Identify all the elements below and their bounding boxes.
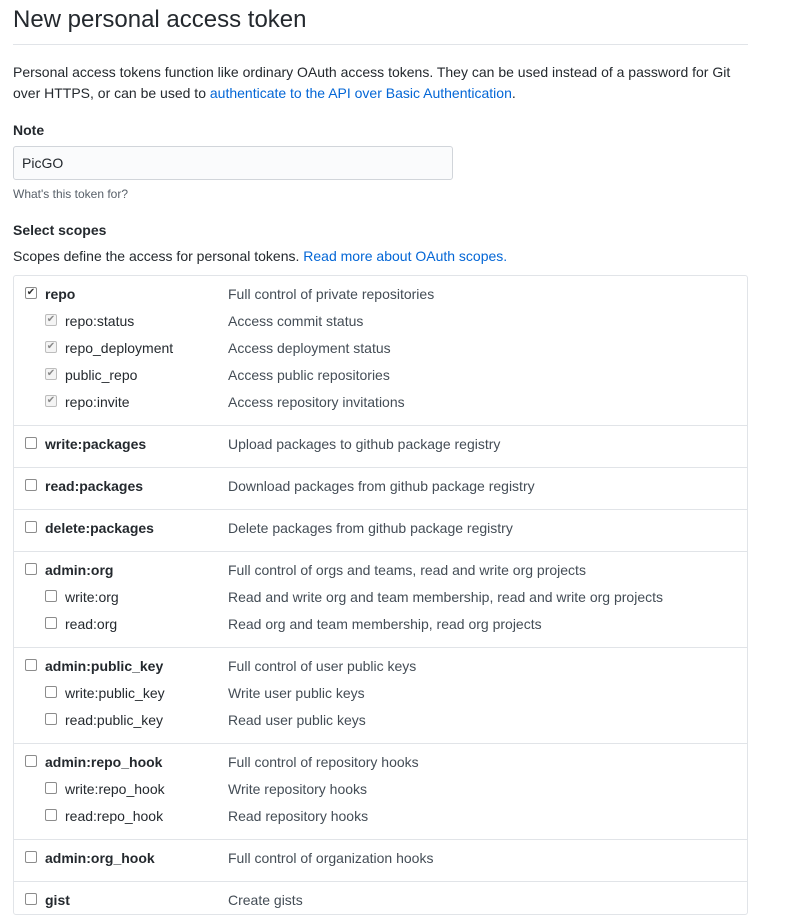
scope-checkbox[interactable]	[45, 395, 57, 407]
basic-auth-link[interactable]: authenticate to the API over Basic Authentication	[209, 85, 512, 101]
scope-checkbox[interactable]	[45, 590, 57, 602]
sub-scope-row	[14, 392, 747, 419]
scope-checkbox[interactable]	[25, 851, 37, 863]
note-label: Note	[13, 122, 45, 138]
scope-checkbox[interactable]	[25, 755, 37, 767]
scope-name[interactable]: read:packages	[45, 478, 144, 494]
scope-row	[14, 890, 747, 915]
scope-name[interactable]: admin:org_hook	[45, 850, 155, 866]
scope-name[interactable]: write:repo_hook	[65, 781, 165, 797]
scope-checkbox[interactable]	[45, 713, 57, 725]
sub-scope-row	[14, 338, 747, 365]
scope-description: Full control of user public keys	[228, 658, 417, 674]
scope-name[interactable]: repo:status	[65, 313, 135, 329]
scope-group	[14, 840, 747, 882]
scope-row	[14, 752, 747, 779]
scope-description: Create gists	[228, 892, 303, 908]
scope-checkbox[interactable]	[25, 287, 37, 299]
scope-name[interactable]: repo	[45, 286, 76, 302]
scope-description: Full control of organization hooks	[228, 850, 434, 866]
scope-group	[14, 510, 747, 552]
sub-scope-row	[14, 806, 747, 833]
scope-row	[14, 560, 747, 587]
scope-name[interactable]: write:packages	[45, 436, 147, 452]
sub-scope-row	[14, 710, 747, 737]
scope-description: Upload packages to github package registry	[228, 436, 501, 452]
scope-group	[14, 648, 747, 744]
scope-name[interactable]: admin:public_key	[45, 658, 164, 674]
scope-checkbox[interactable]	[45, 314, 57, 326]
intro-text	[13, 62, 748, 104]
scope-description: Access public repositories	[228, 367, 390, 383]
scope-name[interactable]: read:repo_hook	[65, 808, 164, 824]
checkmark-icon: ✔	[46, 341, 56, 352]
scope-row	[14, 848, 747, 875]
scope-description: Access commit status	[228, 313, 364, 329]
scope-row	[14, 434, 747, 461]
checkmark-icon: ✔	[26, 287, 36, 298]
scope-checkbox[interactable]	[25, 563, 37, 575]
token-form	[13, 0, 748, 915]
scope-group	[14, 744, 747, 840]
note-input[interactable]	[13, 146, 453, 180]
scope-name[interactable]: gist	[45, 892, 70, 908]
scope-checkbox[interactable]	[25, 521, 37, 533]
scope-checkbox[interactable]	[45, 809, 57, 821]
checkmark-icon: ✔	[46, 395, 56, 406]
scope-group	[14, 468, 747, 510]
scope-checkbox[interactable]	[25, 479, 37, 491]
scope-checkbox[interactable]	[25, 437, 37, 449]
checkmark-icon: ✔	[46, 368, 56, 379]
sub-scope-row	[14, 311, 747, 338]
scope-name[interactable]: read:org	[65, 616, 118, 632]
scope-name[interactable]: admin:org	[45, 562, 114, 578]
scope-group	[14, 552, 747, 648]
scope-row	[14, 518, 747, 545]
scope-checkbox[interactable]	[25, 659, 37, 671]
checkmark-icon: ✔	[46, 314, 56, 325]
note-hint: What's this token for?	[13, 187, 129, 201]
scope-description: Delete packages from github package registry	[228, 520, 513, 536]
scope-name[interactable]: write:org	[65, 589, 119, 605]
scope-description: Write repository hooks	[228, 781, 368, 797]
sub-scope-row	[14, 587, 747, 614]
scope-group	[14, 276, 747, 426]
scope-description: Read repository hooks	[228, 808, 369, 824]
scope-description: Download packages from github package registry	[228, 478, 535, 494]
scope-name[interactable]: repo_deployment	[65, 340, 174, 356]
scope-row	[14, 656, 747, 683]
scope-checkbox[interactable]	[45, 341, 57, 353]
sub-scope-row	[14, 683, 747, 710]
scope-description: Read user public keys	[228, 712, 366, 728]
scope-checkbox[interactable]	[45, 782, 57, 794]
scope-checkbox[interactable]	[25, 893, 37, 905]
intro-end: .	[511, 85, 516, 101]
scope-checkbox[interactable]	[45, 617, 57, 629]
scope-checkbox[interactable]	[45, 686, 57, 698]
scope-description: Read org and team membership, read org projects	[228, 616, 542, 632]
scopes-desc-text: Scopes define the access for personal tokens.	[13, 248, 304, 264]
scopes-description	[13, 246, 748, 267]
scope-name[interactable]: admin:repo_hook	[45, 754, 163, 770]
sub-scope-row	[14, 365, 747, 392]
page-title: New personal access token	[13, 0, 748, 45]
scope-group	[14, 426, 747, 468]
scope-name[interactable]: repo:invite	[65, 394, 130, 410]
sub-scope-row	[14, 779, 747, 806]
sub-scope-row	[14, 614, 747, 641]
scope-list	[13, 275, 748, 915]
scope-row	[14, 284, 747, 311]
scope-name[interactable]: read:public_key	[65, 712, 164, 728]
scope-group	[14, 882, 747, 915]
scope-description: Access repository invitations	[228, 394, 405, 410]
scope-description: Write user public keys	[228, 685, 365, 701]
scope-name[interactable]: write:public_key	[65, 685, 165, 701]
scope-description: Full control of repository hooks	[228, 754, 419, 770]
scope-name[interactable]: public_repo	[65, 367, 138, 383]
intro-body: Personal access tokens function like ordinary OAuth access tokens. They can be used instead of a password for Git over HTTPS, or can be used to	[13, 64, 731, 101]
scope-description: Read and write org and team membership, read and write org projects	[228, 589, 663, 605]
scope-row	[14, 476, 747, 503]
scope-name[interactable]: delete:packages	[45, 520, 154, 536]
oauth-scopes-link[interactable]: Read more about OAuth scopes.	[303, 248, 508, 264]
select-scopes-label: Select scopes	[13, 222, 107, 238]
scope-description: Full control of orgs and teams, read and write org projects	[228, 562, 586, 578]
scope-description: Access deployment status	[228, 340, 391, 356]
scope-checkbox[interactable]	[45, 368, 57, 380]
scope-description: Full control of private repositories	[228, 286, 435, 302]
